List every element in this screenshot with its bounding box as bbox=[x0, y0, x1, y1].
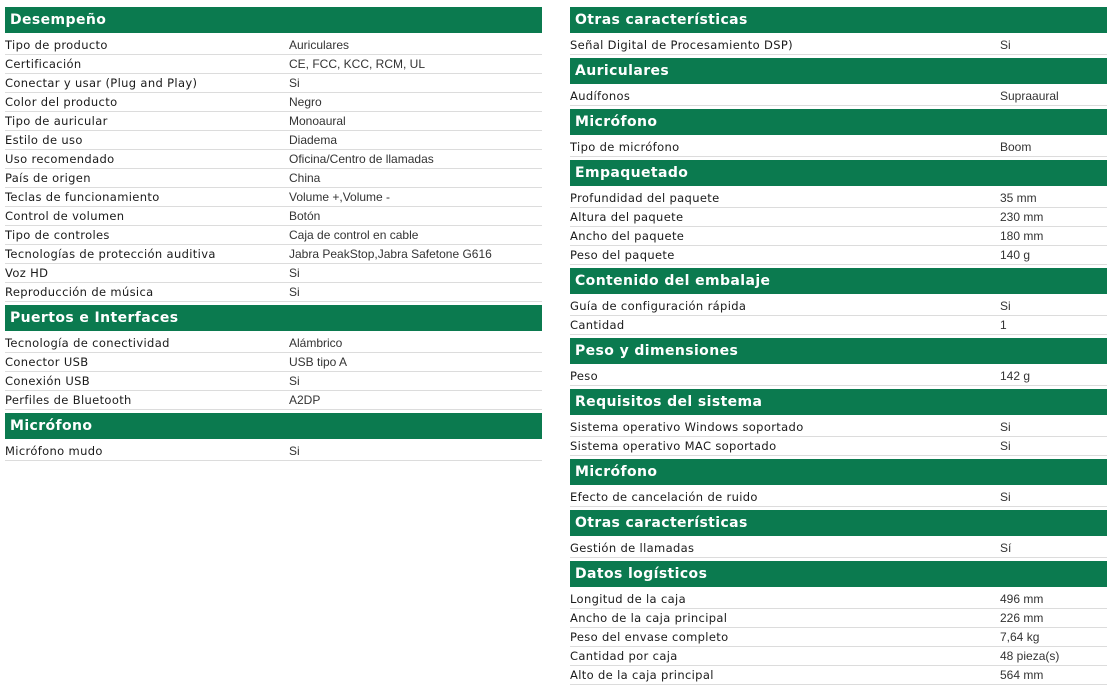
spec-row bbox=[570, 590, 1107, 609]
spec-value: Si bbox=[1000, 299, 1011, 313]
spec-label: Conector USB bbox=[5, 355, 89, 369]
spec-value: Si bbox=[289, 374, 300, 388]
section-header: Otras características bbox=[570, 510, 1107, 536]
spec-row bbox=[570, 208, 1107, 227]
spec-label: Certificación bbox=[5, 57, 82, 71]
spec-label: Micrófono mudo bbox=[5, 444, 103, 458]
section-header: Micrófono bbox=[5, 413, 542, 439]
spec-value: Si bbox=[289, 76, 300, 90]
spec-label: Guía de configuración rápida bbox=[570, 299, 747, 313]
spec-row bbox=[5, 74, 542, 93]
spec-value: Boom bbox=[1000, 140, 1032, 154]
spec-label: Cantidad por caja bbox=[570, 649, 678, 663]
spec-label: Peso del paquete bbox=[570, 248, 675, 262]
section-header: Auriculares bbox=[570, 58, 1107, 84]
spec-section-puertos-e-interfaces bbox=[5, 305, 542, 410]
spec-row bbox=[5, 226, 542, 245]
spec-label: Perfiles de Bluetooth bbox=[5, 393, 132, 407]
spec-value: Botón bbox=[289, 209, 321, 223]
spec-value: Sí bbox=[1000, 541, 1012, 555]
spec-label: Peso del envase completo bbox=[570, 630, 729, 644]
spec-row bbox=[5, 150, 542, 169]
spec-label: Conexión USB bbox=[5, 374, 91, 388]
spec-label: Altura del paquete bbox=[570, 210, 684, 224]
spec-row bbox=[570, 539, 1107, 558]
spec-value: China bbox=[289, 171, 321, 185]
spec-value: 140 g bbox=[1000, 248, 1031, 262]
spec-row bbox=[5, 372, 542, 391]
spec-label: Teclas de funcionamiento bbox=[5, 190, 160, 204]
spec-rows bbox=[570, 87, 1107, 106]
spec-row bbox=[570, 87, 1107, 106]
spec-value: 7,64 kg bbox=[1000, 630, 1040, 644]
spec-rows bbox=[570, 590, 1107, 685]
spec-row bbox=[570, 418, 1107, 437]
spec-value: Si bbox=[289, 285, 300, 299]
spec-value: 180 mm bbox=[1000, 229, 1044, 243]
spec-value: Oficina/Centro de llamadas bbox=[289, 152, 434, 166]
spec-value: 48 pieza(s) bbox=[1000, 649, 1060, 663]
section-header: Contenido del embalaje bbox=[570, 268, 1107, 294]
spec-row bbox=[570, 297, 1107, 316]
spec-row bbox=[570, 609, 1107, 628]
spec-label: Tecnología de conectividad bbox=[5, 336, 170, 350]
spec-label: Ancho del paquete bbox=[570, 229, 685, 243]
spec-label: Ancho de la caja principal bbox=[570, 611, 728, 625]
spec-row bbox=[570, 316, 1107, 335]
spec-row bbox=[570, 488, 1107, 507]
section-header: Puertos e Interfaces bbox=[5, 305, 542, 331]
spec-value: Negro bbox=[289, 95, 322, 109]
spec-section-empaquetado bbox=[570, 160, 1107, 265]
spec-rows bbox=[570, 488, 1107, 507]
spec-value: 226 mm bbox=[1000, 611, 1044, 625]
spec-label: Señal Digital de Procesamiento DSP) bbox=[570, 38, 794, 52]
spec-rows bbox=[570, 418, 1107, 456]
spec-value: 35 mm bbox=[1000, 191, 1037, 205]
spec-row bbox=[5, 391, 542, 410]
spec-column-left bbox=[5, 7, 542, 461]
spec-section-contenido-del-embalaje bbox=[570, 268, 1107, 335]
spec-value: Si bbox=[1000, 38, 1011, 52]
spec-value: Si bbox=[1000, 420, 1011, 434]
spec-row bbox=[5, 264, 542, 283]
spec-label: Tipo de producto bbox=[5, 38, 108, 52]
spec-column-right bbox=[570, 7, 1107, 685]
spec-rows bbox=[570, 297, 1107, 335]
spec-label: Uso recomendado bbox=[5, 152, 115, 166]
spec-section-microfono bbox=[570, 109, 1107, 157]
spec-label: Audífonos bbox=[570, 89, 631, 103]
spec-row bbox=[570, 227, 1107, 246]
spec-value: USB tipo A bbox=[289, 355, 348, 369]
spec-row bbox=[570, 367, 1107, 386]
spec-section-auriculares bbox=[570, 58, 1107, 106]
spec-row bbox=[5, 112, 542, 131]
section-header: Datos logísticos bbox=[570, 561, 1107, 587]
spec-label: Profundidad del paquete bbox=[570, 191, 720, 205]
spec-label: Cantidad bbox=[570, 318, 625, 332]
spec-rows bbox=[570, 367, 1107, 386]
spec-section-otras-caracteristicas bbox=[570, 510, 1107, 558]
spec-row bbox=[5, 188, 542, 207]
spec-value: Diadema bbox=[289, 133, 338, 147]
spec-value: 564 mm bbox=[1000, 668, 1044, 682]
spec-label: Tecnologías de protección auditiva bbox=[5, 247, 216, 261]
spec-row bbox=[5, 245, 542, 264]
spec-label: Control de volumen bbox=[5, 209, 125, 223]
spec-row bbox=[570, 628, 1107, 647]
spec-value: Si bbox=[289, 444, 300, 458]
spec-value: Si bbox=[1000, 490, 1011, 504]
spec-rows bbox=[5, 442, 542, 461]
section-header: Micrófono bbox=[570, 459, 1107, 485]
spec-row bbox=[570, 666, 1107, 685]
section-header: Micrófono bbox=[570, 109, 1107, 135]
spec-value: A2DP bbox=[289, 393, 321, 407]
spec-row bbox=[570, 36, 1107, 55]
spec-value: Alámbrico bbox=[289, 336, 343, 350]
spec-section-peso-y-dimensiones bbox=[570, 338, 1107, 386]
spec-label: Tipo de micrófono bbox=[570, 140, 680, 154]
spec-row bbox=[570, 189, 1107, 208]
spec-row bbox=[5, 353, 542, 372]
spec-rows bbox=[5, 334, 542, 410]
spec-label: Alto de la caja principal bbox=[570, 668, 714, 682]
spec-value: Jabra PeakStop,Jabra Safetone G616 bbox=[289, 247, 492, 261]
spec-row bbox=[570, 437, 1107, 456]
spec-section-microfono bbox=[5, 413, 542, 461]
spec-label: Voz HD bbox=[5, 266, 49, 280]
spec-label: Longitud de la caja bbox=[570, 592, 686, 606]
spec-label: Sistema operativo Windows soportado bbox=[570, 420, 804, 434]
spec-row bbox=[570, 138, 1107, 157]
spec-row bbox=[5, 131, 542, 150]
spec-section-requisitos-del-sistema bbox=[570, 389, 1107, 456]
spec-label: Tipo de auricular bbox=[5, 114, 108, 128]
spec-rows bbox=[570, 36, 1107, 55]
spec-value: CE, FCC, KCC, RCM, UL bbox=[289, 57, 426, 71]
spec-row bbox=[5, 55, 542, 74]
spec-label: Conectar y usar (Plug and Play) bbox=[5, 76, 198, 90]
spec-label: País de origen bbox=[5, 171, 91, 185]
spec-value: 142 g bbox=[1000, 369, 1031, 383]
spec-label: Gestión de llamadas bbox=[570, 541, 695, 555]
section-header: Otras características bbox=[570, 7, 1107, 33]
spec-value: Monoaural bbox=[289, 114, 346, 128]
spec-rows bbox=[570, 539, 1107, 558]
spec-row bbox=[570, 647, 1107, 666]
spec-value: 1 bbox=[1000, 318, 1007, 332]
spec-row bbox=[5, 36, 542, 55]
spec-label: Estilo de uso bbox=[5, 133, 83, 147]
spec-value: 230 mm bbox=[1000, 210, 1044, 224]
spec-row bbox=[5, 207, 542, 226]
section-header: Requisitos del sistema bbox=[570, 389, 1107, 415]
spec-value: 496 mm bbox=[1000, 592, 1044, 606]
spec-value: Auriculares bbox=[289, 38, 350, 52]
spec-value: Volume +,Volume - bbox=[289, 190, 391, 204]
spec-value: Si bbox=[289, 266, 300, 280]
section-header: Empaquetado bbox=[570, 160, 1107, 186]
spec-label: Efecto de cancelación de ruido bbox=[570, 490, 758, 504]
spec-label: Tipo de controles bbox=[5, 228, 110, 242]
spec-row bbox=[5, 334, 542, 353]
spec-label: Peso bbox=[570, 369, 599, 383]
spec-label: Sistema operativo MAC soportado bbox=[570, 439, 777, 453]
spec-section-desempeno bbox=[5, 7, 542, 302]
section-header: Desempeño bbox=[5, 7, 542, 33]
section-header: Peso y dimensiones bbox=[570, 338, 1107, 364]
spec-row bbox=[570, 246, 1107, 265]
spec-rows bbox=[5, 36, 542, 302]
spec-value: Si bbox=[1000, 439, 1011, 453]
spec-row bbox=[5, 169, 542, 188]
spec-row bbox=[5, 283, 542, 302]
spec-rows bbox=[570, 189, 1107, 265]
spec-label: Reproducción de música bbox=[5, 285, 154, 299]
spec-row bbox=[5, 442, 542, 461]
spec-section-microfono bbox=[570, 459, 1107, 507]
spec-rows bbox=[570, 138, 1107, 157]
spec-section-otras-caracteristicas bbox=[570, 7, 1107, 55]
spec-value: Supraaural bbox=[1000, 89, 1059, 103]
spec-row bbox=[5, 93, 542, 112]
spec-section-datos-logisticos bbox=[570, 561, 1107, 685]
spec-value: Caja de control en cable bbox=[289, 228, 419, 242]
spec-label: Color del producto bbox=[5, 95, 118, 109]
